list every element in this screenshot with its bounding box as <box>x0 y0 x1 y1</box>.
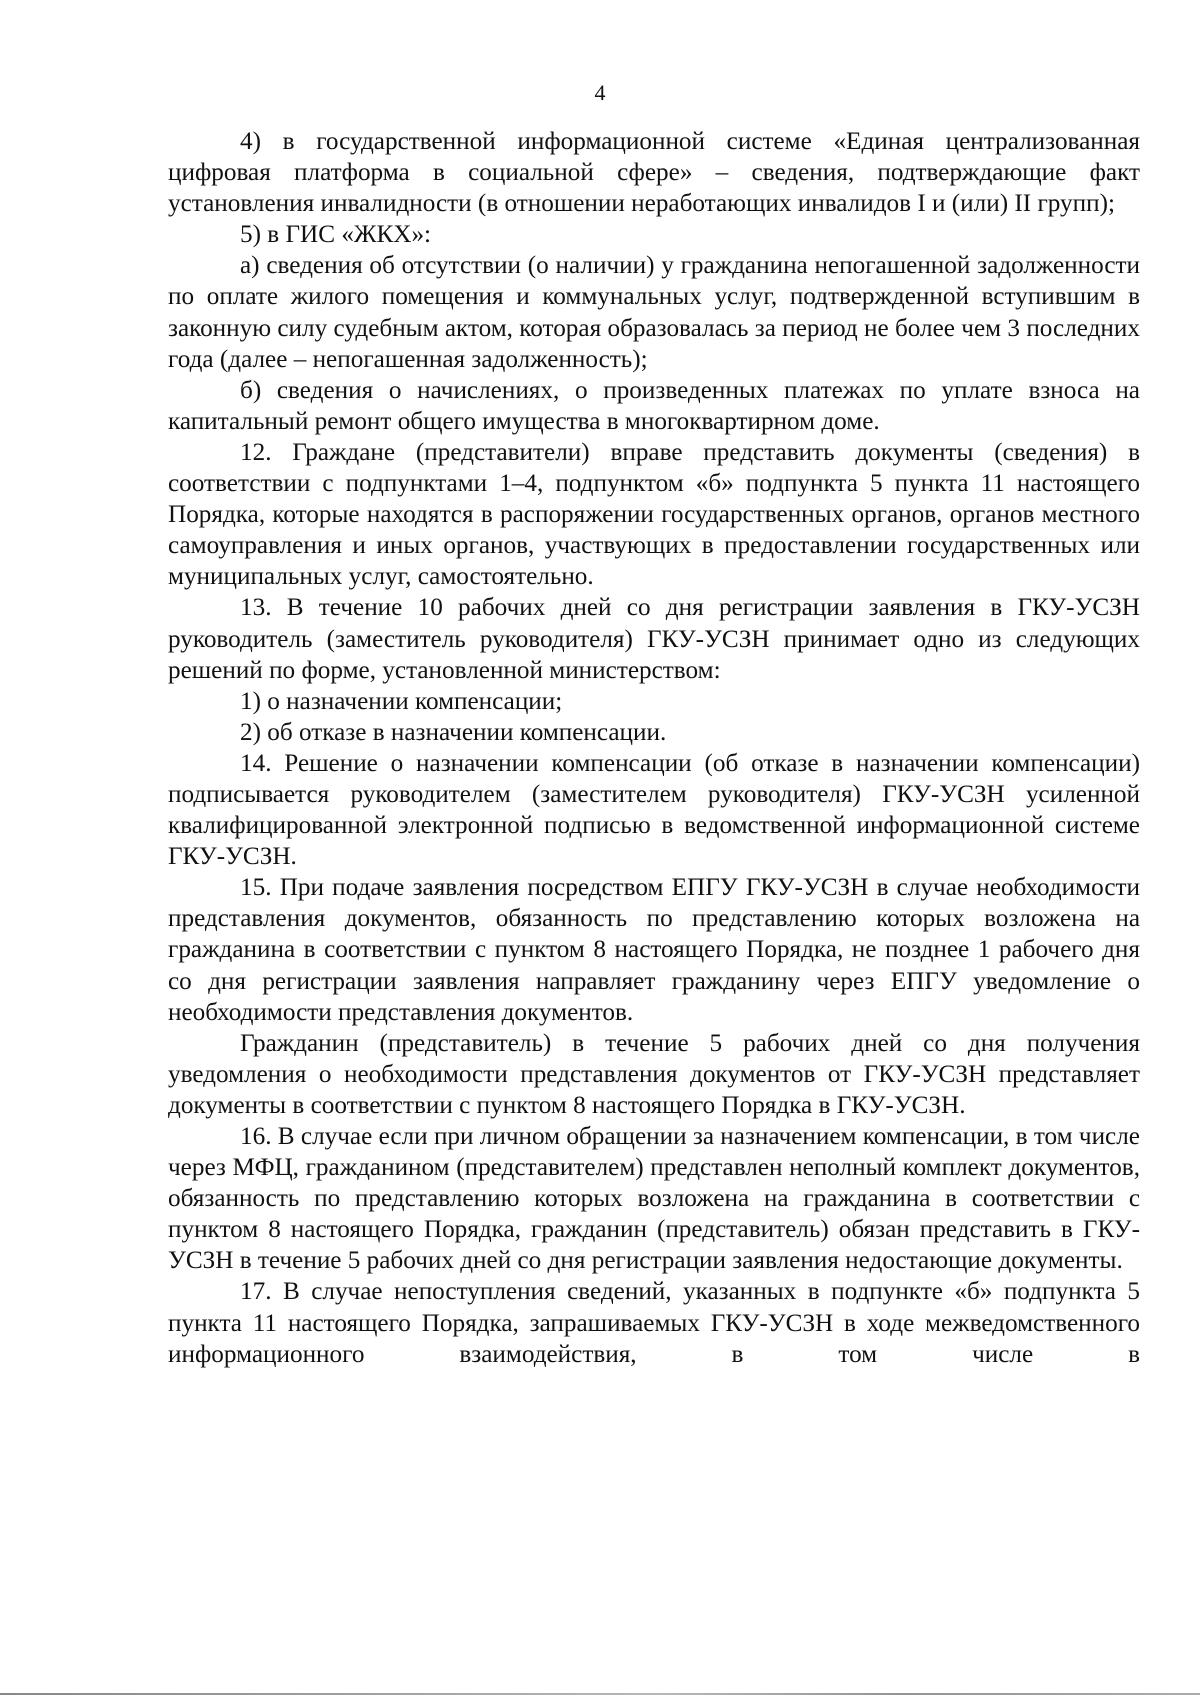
paragraph-14: 14. Решение о назначении компенсации (об отказе в назначении компенсации) подписывается руководителем (заместителем руководителя) ГКУ-УСЗН усиленной квалифицированной электронной подписью в ведомственной информационной системе ГКУ-УСЗН. <box>168 749 1140 871</box>
paragraph-16: 16. В случае если при личном обращении за назначением компенсации, в том числе через МФЦ, гражданином (представителем) представлен неполный комплект документов, обязанность по представлению которых возложена на гражданина в соответствии с пунктом 8 настоящего Порядка, гражданин (представитель) обязан представить в ГКУ-УСЗН в течение 5 рабочих дней со дня регистрации заявления недостающие документы. <box>168 1123 1140 1275</box>
scan-edge-line <box>0 1693 1200 1695</box>
paragraph-subitem-a: а) сведения об отсутствии (о наличии) у гражданина непогашенной задолженности по оплате жилого помещения и коммунальных услуг, подтвержденной вступившим в законную силу судебным актом, которая образовалась за период не более чем 3 последних года (далее – непогашенная задолженность); <box>168 252 1140 373</box>
paragraph-item-5-gis: 5) в ГИС «ЖКХ»: <box>240 221 432 249</box>
paragraph-17: 17. В случае непоступления сведений, указанных в подпункте «б» подпункта 5 пункта 11 настоящего Порядка, запрашиваемых ГКУ-УСЗН в ходе межведомственного информационного взаимодействия, в том числе в <box>168 1278 1140 1368</box>
document-body <box>168 126 1140 1370</box>
paragraph-item-4: 4) в государственной информационной системе «Единая централизованная цифровая платформа в социальной сфере» – сведения, подтверждающие факт установления инвалидности (в отношении неработающих инвалидов I и (или) II групп); <box>168 128 1140 218</box>
paragraph-subitem-b: б) сведения о начислениях, о произведенных платежах по уплате взноса на капитальный ремонт общего имущества в многоквартирном доме. <box>168 376 1140 435</box>
paragraph-12: 12. Граждане (представители) вправе представить документы (сведения) в соответствии с подпунктами 1–4, подпунктом «б» подпункта 5 пункта 11 настоящего Порядка, которые находятся в распоряжении государственных органов, органов местного самоуправления и иных органов, участвующих в предоставлении государственных или муниципальных услуг, самостоятельно. <box>168 438 1140 591</box>
paragraph-15: 15. При подаче заявления посредством ЕПГУ ГКУ-УСЗН в случае необходимости представления документов, обязанность по представлению которых возложена на гражданина в соответствии с пунктом 8 настоящего Порядка, не позднее 1 рабочего дня со дня регистрации заявления направляет гражданину через ЕПГУ уведомление о необходимости представления документов. <box>168 874 1140 1026</box>
paragraph-15-continued: Гражданин (представитель) в течение 5 рабочих дней со дня получения уведомления о необходимости представления документов от ГКУ-УСЗН представляет документы в соответствии с пунктом 8 настоящего Порядка в ГКУ-УСЗН. <box>168 1029 1140 1119</box>
paragraph-13-option-1: 1) о назначении компенсации; <box>240 687 563 715</box>
paragraph-13: 13. В течение 10 рабочих дней со дня регистрации заявления в ГКУ-УСЗН руководитель (заместитель руководителя) ГКУ-УСЗН принимает одно из следующих решений по форме, установленной министерством: <box>168 594 1140 684</box>
page-number: 4 <box>594 80 606 105</box>
paragraph-13-option-2: 2) об отказе в назначении компенсации. <box>240 718 667 746</box>
